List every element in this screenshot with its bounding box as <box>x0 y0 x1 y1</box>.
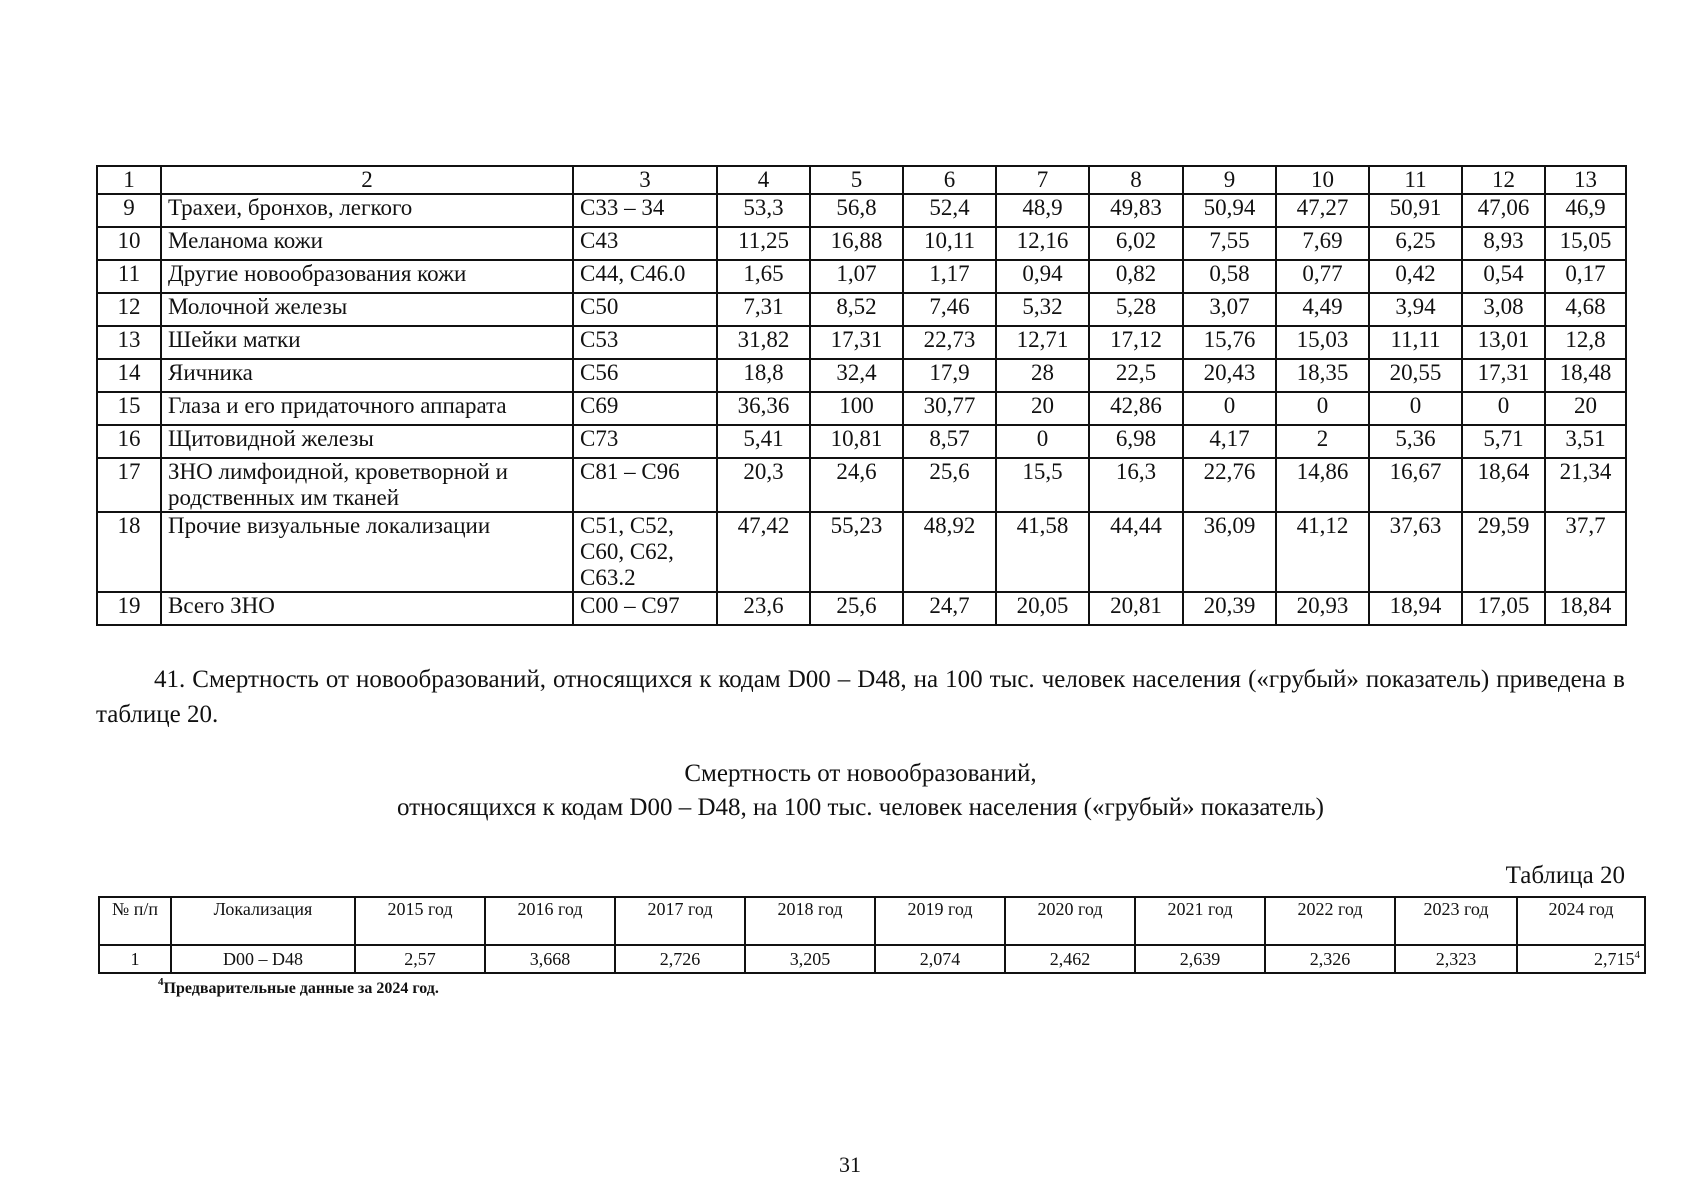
localization-cell: Шейки матки <box>161 326 573 359</box>
value-cell: 0 <box>1462 392 1545 425</box>
table-row <box>97 326 1626 359</box>
column-number-cell: 7 <box>996 166 1089 194</box>
value-cell: 18,84 <box>1545 592 1626 625</box>
value-cell: 31,82 <box>717 326 810 359</box>
table-row <box>97 458 1626 512</box>
value-cell: 8,52 <box>810 293 903 326</box>
table-20-value-cell <box>615 945 745 973</box>
value-cell: 5,28 <box>1089 293 1183 326</box>
value-cell: 37,63 <box>1369 512 1462 592</box>
value-cell: 37,7 <box>1545 512 1626 592</box>
value-cell: 24,7 <box>903 592 996 625</box>
value-cell: 16,88 <box>810 227 903 260</box>
value-cell: 0 <box>996 425 1089 458</box>
table-20-header-cell: 2018 год <box>745 897 875 945</box>
table-20-header-cell: 2021 год <box>1135 897 1265 945</box>
localization-cell: Глаза и его придаточного аппарата <box>161 392 573 425</box>
value-cell: 49,83 <box>1089 194 1183 227</box>
table-20-header-row <box>99 897 1645 945</box>
table-row <box>97 359 1626 392</box>
row-number-cell: 16 <box>97 425 161 458</box>
icd-code-cell: С56 <box>573 359 717 392</box>
value-cell: 32,4 <box>810 359 903 392</box>
value-cell: 14,86 <box>1276 458 1369 512</box>
value-cell: 11,11 <box>1369 326 1462 359</box>
value-cell: 15,76 <box>1183 326 1276 359</box>
value-cell: 3,94 <box>1369 293 1462 326</box>
localization-cell: Трахеи, бронхов, легкого <box>161 194 573 227</box>
value-cell: 25,6 <box>810 592 903 625</box>
paragraph-41 <box>96 662 1625 732</box>
value-cell: 0,17 <box>1545 260 1626 293</box>
table-row <box>97 392 1626 425</box>
table-caption-line2: относящихся к кодам D00 – D48, на 100 тыс. человек населения («грубый» показатель) <box>397 794 1324 821</box>
value-cell: 29,59 <box>1462 512 1545 592</box>
value-cell: 20,3 <box>717 458 810 512</box>
row-number-cell: 13 <box>97 326 161 359</box>
value-cell: 15,03 <box>1276 326 1369 359</box>
value-cell: 20 <box>1545 392 1626 425</box>
table-20-value: 2,462 <box>1049 949 1091 969</box>
value-cell: 20,55 <box>1369 359 1462 392</box>
table-20-value: 2,074 <box>919 949 961 969</box>
paragraph-text: 41. Смертность от новообразований, относящихся к кодам D00 – D48, на 100 тыс. человек населения («грубый» показатель) приведена в таблице 20. <box>96 666 1625 728</box>
table-row <box>97 592 1626 625</box>
value-cell: 47,27 <box>1276 194 1369 227</box>
table-20-value: 2,639 <box>1179 949 1221 969</box>
value-cell: 52,4 <box>903 194 996 227</box>
value-cell: 41,12 <box>1276 512 1369 592</box>
icd-code-cell: С50 <box>573 293 717 326</box>
table-20-header-cell: 2019 год <box>875 897 1005 945</box>
value-cell: 100 <box>810 392 903 425</box>
table-20-localization: D00 – D48 <box>171 945 355 973</box>
value-cell: 16,67 <box>1369 458 1462 512</box>
value-cell: 20,81 <box>1089 592 1183 625</box>
table-20-value: 2,726 <box>659 949 701 969</box>
value-cell: 44,44 <box>1089 512 1183 592</box>
table-label: Таблица 20 <box>1505 862 1625 889</box>
row-number-cell: 12 <box>97 293 161 326</box>
row-number-cell: 11 <box>97 260 161 293</box>
table-20-value: 2,323 <box>1435 949 1477 969</box>
table-20-body <box>99 897 1645 973</box>
value-cell: 47,42 <box>717 512 810 592</box>
value-cell: 8,57 <box>903 425 996 458</box>
table-caption-line1: Смертность от новообразований, <box>684 760 1037 787</box>
value-cell: 4,17 <box>1183 425 1276 458</box>
table-20 <box>98 896 1646 974</box>
value-cell: 41,58 <box>996 512 1089 592</box>
value-cell: 17,05 <box>1462 592 1545 625</box>
value-cell: 47,06 <box>1462 194 1545 227</box>
value-cell: 48,9 <box>996 194 1089 227</box>
value-cell: 4,68 <box>1545 293 1626 326</box>
value-cell: 1,07 <box>810 260 903 293</box>
localization-cell: Яичника <box>161 359 573 392</box>
value-cell: 55,23 <box>810 512 903 592</box>
value-cell: 15,5 <box>996 458 1089 512</box>
table-20-header-cell: 2020 год <box>1005 897 1135 945</box>
value-cell: 6,02 <box>1089 227 1183 260</box>
value-cell: 21,34 <box>1545 458 1626 512</box>
column-number-cell: 8 <box>1089 166 1183 194</box>
value-cell: 20,93 <box>1276 592 1369 625</box>
footnote-reference: 4 <box>1634 949 1640 961</box>
row-number-cell: 9 <box>97 194 161 227</box>
footnote <box>158 976 439 998</box>
value-cell: 16,3 <box>1089 458 1183 512</box>
value-cell: 18,94 <box>1369 592 1462 625</box>
value-cell: 3,08 <box>1462 293 1545 326</box>
footnote-mark: 4 <box>158 976 164 988</box>
icd-code-cell: С73 <box>573 425 717 458</box>
value-cell: 56,8 <box>810 194 903 227</box>
value-cell: 0,94 <box>996 260 1089 293</box>
row-number-cell: 15 <box>97 392 161 425</box>
icd-code-cell: С53 <box>573 326 717 359</box>
row-number-cell: 10 <box>97 227 161 260</box>
column-number-row <box>97 166 1626 194</box>
table-20-value-cell <box>1135 945 1265 973</box>
value-cell: 2 <box>1276 425 1369 458</box>
value-cell: 20 <box>996 392 1089 425</box>
localization-cell: Молочной железы <box>161 293 573 326</box>
value-cell: 12,8 <box>1545 326 1626 359</box>
column-number-cell: 6 <box>903 166 996 194</box>
value-cell: 5,71 <box>1462 425 1545 458</box>
column-number-cell: 12 <box>1462 166 1545 194</box>
row-number-cell: 14 <box>97 359 161 392</box>
table-20-header-cell: Локализация <box>171 897 355 945</box>
icd-code-cell: С44, С46.0 <box>573 260 717 293</box>
table-row <box>97 293 1626 326</box>
table-row <box>97 227 1626 260</box>
localization-cell: Прочие визуальные локализации <box>161 512 573 592</box>
value-cell: 5,32 <box>996 293 1089 326</box>
value-cell: 11,25 <box>717 227 810 260</box>
value-cell: 18,64 <box>1462 458 1545 512</box>
value-cell: 3,07 <box>1183 293 1276 326</box>
value-cell: 6,98 <box>1089 425 1183 458</box>
value-cell: 0,58 <box>1183 260 1276 293</box>
value-cell: 10,11 <box>903 227 996 260</box>
table-row <box>97 512 1626 592</box>
value-cell: 0 <box>1276 392 1369 425</box>
table-20-header-cell: 2016 год <box>485 897 615 945</box>
value-cell: 0,82 <box>1089 260 1183 293</box>
localization-cell: Меланома кожи <box>161 227 573 260</box>
table-20-header-cell: 2015 год <box>355 897 485 945</box>
value-cell: 22,73 <box>903 326 996 359</box>
value-cell: 7,46 <box>903 293 996 326</box>
column-number-cell: 10 <box>1276 166 1369 194</box>
value-cell: 15,05 <box>1545 227 1626 260</box>
value-cell: 22,76 <box>1183 458 1276 512</box>
value-cell: 5,36 <box>1369 425 1462 458</box>
value-cell: 0 <box>1369 392 1462 425</box>
column-number-cell: 1 <box>97 166 161 194</box>
value-cell: 50,94 <box>1183 194 1276 227</box>
table-20-header-cell: 2022 год <box>1265 897 1395 945</box>
value-cell: 50,91 <box>1369 194 1462 227</box>
table-row <box>97 194 1626 227</box>
value-cell: 0,54 <box>1462 260 1545 293</box>
value-cell: 3,51 <box>1545 425 1626 458</box>
icd-code-cell: С69 <box>573 392 717 425</box>
table-20-row-number: 1 <box>99 945 171 973</box>
localization-cell: Всего ЗНО <box>161 592 573 625</box>
icd-code-cell: С81 – С96 <box>573 458 717 512</box>
table-20-value-cell <box>875 945 1005 973</box>
value-cell: 12,16 <box>996 227 1089 260</box>
value-cell: 18,8 <box>717 359 810 392</box>
value-cell: 36,36 <box>717 392 810 425</box>
table-20-value: 3,205 <box>789 949 831 969</box>
footnote-text: Предварительные данные за 2024 год. <box>163 980 439 997</box>
value-cell: 1,17 <box>903 260 996 293</box>
value-cell: 0 <box>1183 392 1276 425</box>
value-cell: 17,31 <box>1462 359 1545 392</box>
value-cell: 18,35 <box>1276 359 1369 392</box>
table-20-header-cell: 2023 год <box>1395 897 1517 945</box>
table-20-value-cell <box>1265 945 1395 973</box>
value-cell: 28 <box>996 359 1089 392</box>
value-cell: 10,81 <box>810 425 903 458</box>
table-20-value: 2,715 <box>1594 949 1635 969</box>
table-20-value: 2,57 <box>404 949 436 969</box>
column-number-cell: 13 <box>1545 166 1626 194</box>
table-20-value: 2,326 <box>1309 949 1351 969</box>
value-cell: 22,5 <box>1089 359 1183 392</box>
row-number-cell: 18 <box>97 512 161 592</box>
value-cell: 20,39 <box>1183 592 1276 625</box>
localization-cell: Щитовидной железы <box>161 425 573 458</box>
icd-code-cell: С51, С52, С60, С62, С63.2 <box>573 512 717 592</box>
value-cell: 0,77 <box>1276 260 1369 293</box>
value-cell: 17,9 <box>903 359 996 392</box>
column-number-cell: 9 <box>1183 166 1276 194</box>
row-number-cell: 17 <box>97 458 161 512</box>
value-cell: 12,71 <box>996 326 1089 359</box>
value-cell: 0,42 <box>1369 260 1462 293</box>
table-20-value-cell <box>745 945 875 973</box>
table-20-value-cell <box>1517 945 1645 973</box>
value-cell: 53,3 <box>717 194 810 227</box>
table-20-value-cell <box>355 945 485 973</box>
value-cell: 23,6 <box>717 592 810 625</box>
column-number-cell: 11 <box>1369 166 1462 194</box>
value-cell: 36,09 <box>1183 512 1276 592</box>
value-cell: 4,49 <box>1276 293 1369 326</box>
table-row <box>97 425 1626 458</box>
value-cell: 7,55 <box>1183 227 1276 260</box>
value-cell: 18,48 <box>1545 359 1626 392</box>
table-20-header-cell: 2024 год <box>1517 897 1645 945</box>
table-row <box>97 260 1626 293</box>
value-cell: 20,05 <box>996 592 1089 625</box>
value-cell: 1,65 <box>717 260 810 293</box>
row-number-cell: 19 <box>97 592 161 625</box>
value-cell: 25,6 <box>903 458 996 512</box>
table-20-value-cell <box>1395 945 1517 973</box>
value-cell: 7,69 <box>1276 227 1369 260</box>
value-cell: 17,31 <box>810 326 903 359</box>
neoplasm-table-continued <box>96 165 1627 626</box>
localization-cell: ЗНО лимфоидной, кроветворной и родственных им тканей <box>161 458 573 512</box>
table-body <box>97 166 1626 625</box>
value-cell: 13,01 <box>1462 326 1545 359</box>
icd-code-cell: С33 – 34 <box>573 194 717 227</box>
value-cell: 30,77 <box>903 392 996 425</box>
table-20-header-cell: 2017 год <box>615 897 745 945</box>
icd-code-cell: С43 <box>573 227 717 260</box>
column-number-cell: 5 <box>810 166 903 194</box>
value-cell: 24,6 <box>810 458 903 512</box>
icd-code-cell: С00 – С97 <box>573 592 717 625</box>
value-cell: 20,43 <box>1183 359 1276 392</box>
table-20-data-row <box>99 945 1645 973</box>
column-number-cell: 3 <box>573 166 717 194</box>
value-cell: 8,93 <box>1462 227 1545 260</box>
table-20-header-cell: № п/п <box>99 897 171 945</box>
value-cell: 5,41 <box>717 425 810 458</box>
value-cell: 48,92 <box>903 512 996 592</box>
value-cell: 42,86 <box>1089 392 1183 425</box>
page-number: 31 <box>839 1152 861 1177</box>
table-20-value-cell <box>1005 945 1135 973</box>
table-20-value: 3,668 <box>529 949 571 969</box>
column-number-cell: 2 <box>161 166 573 194</box>
value-cell: 7,31 <box>717 293 810 326</box>
value-cell: 46,9 <box>1545 194 1626 227</box>
value-cell: 6,25 <box>1369 227 1462 260</box>
value-cell: 17,12 <box>1089 326 1183 359</box>
localization-cell: Другие новообразования кожи <box>161 260 573 293</box>
column-number-cell: 4 <box>717 166 810 194</box>
table-20-value-cell <box>485 945 615 973</box>
